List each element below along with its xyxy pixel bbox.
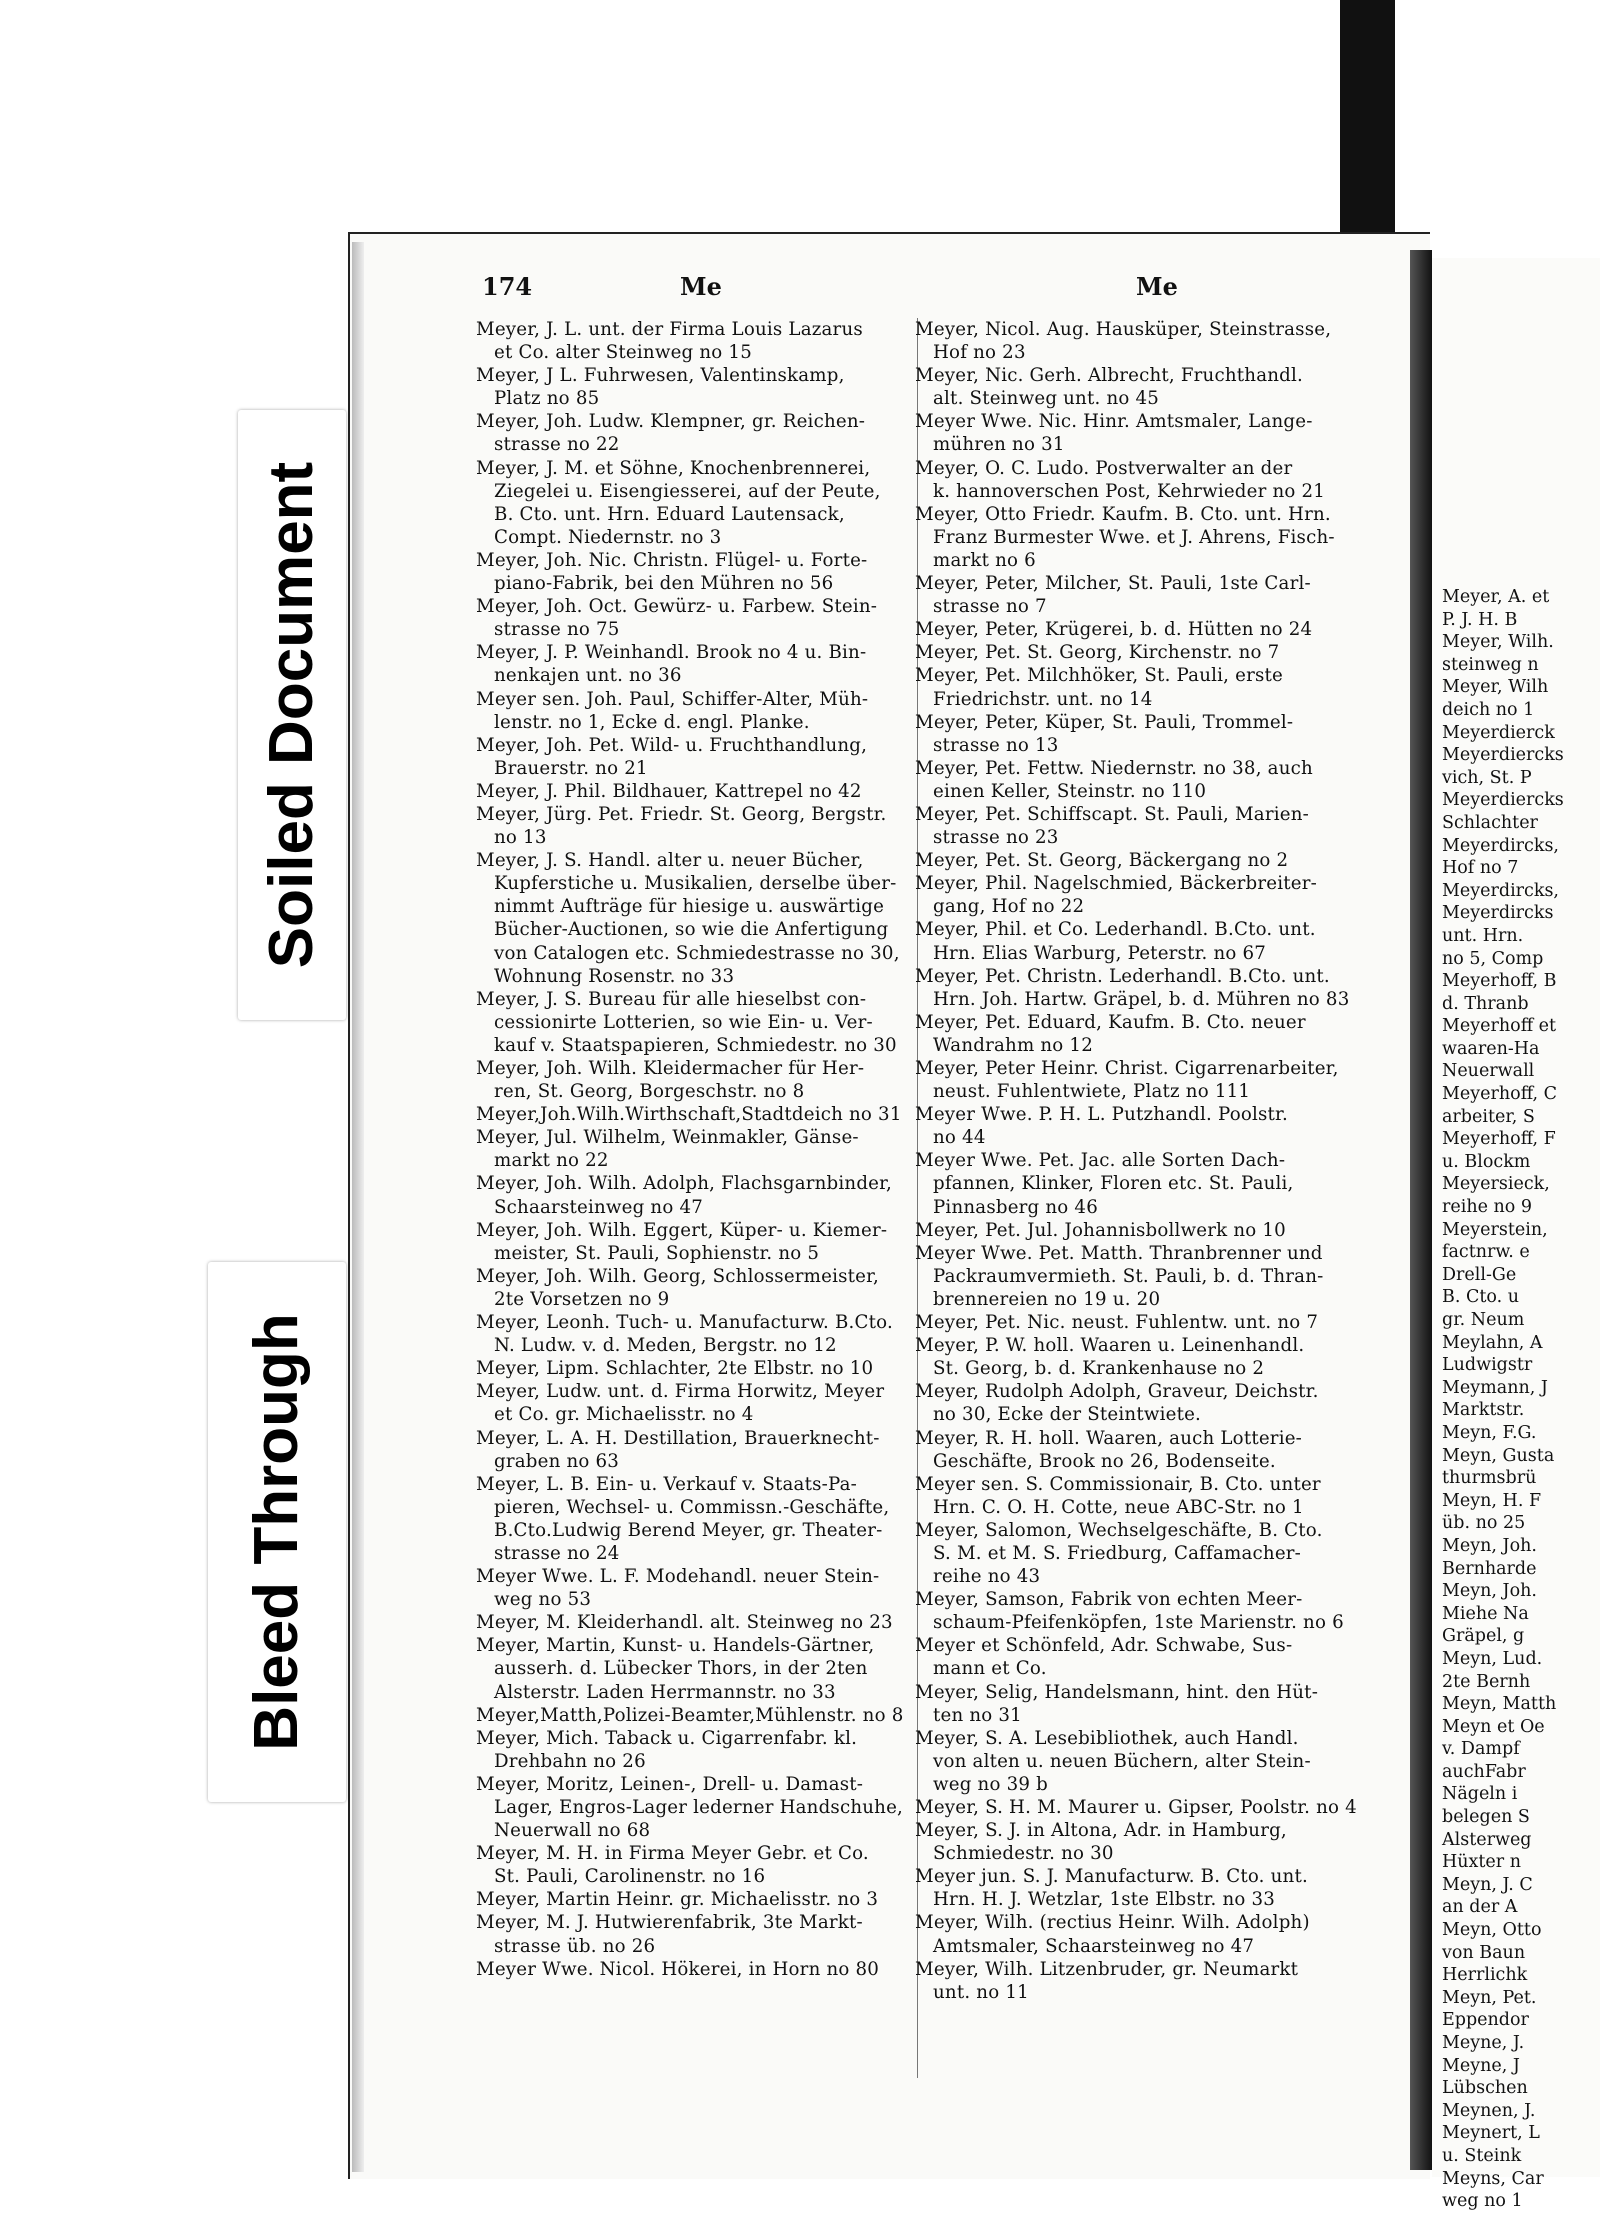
entry-continuation-line: neust. Fuhlentwiete, Platz no 111: [933, 1081, 1251, 1103]
facing-page-text: [1432, 586, 1564, 2213]
directory-entry-line: Meyer, Phil. et Co. Lederhandl. B.Cto. unt.: [915, 919, 1316, 941]
facing-page-line: B. Cto. u: [1442, 1287, 1520, 1308]
directory-entry-line: Meyer, J. P. Weinhandl. Brook no 4 u. Bin-: [476, 642, 867, 664]
entry-continuation-line: Amtsmaler, Schaarsteinweg no 47: [933, 1935, 1255, 1957]
facing-page-line: Meyn, Otto: [1442, 1920, 1542, 1941]
directory-entry-line: Meyer, Mich. Taback u. Cigarrenfabr. kl.: [476, 1727, 858, 1749]
label-bleed-through: Bleed Through: [242, 1313, 311, 1751]
facing-page-line: deich no 1: [1442, 699, 1535, 720]
entry-continuation-line: strasse no 23: [933, 827, 1059, 849]
facing-page-line: an der A: [1442, 1897, 1518, 1918]
facing-page-line: Hüxter n: [1442, 1852, 1521, 1873]
directory-entry-line: Meyer, Joh. Wilh. Adolph, Flachsgarnbinder,: [476, 1173, 893, 1195]
entry-continuation-line: Friedrichstr. unt. no 14: [933, 688, 1153, 710]
entry-continuation-line: mann et Co.: [933, 1658, 1047, 1680]
facing-page-line: Eppendor: [1442, 2010, 1529, 2031]
entry-continuation-line: markt no 22: [494, 1150, 609, 1172]
entry-continuation-line: Geschäfte, Brook no 26, Bodenseite.: [933, 1450, 1276, 1472]
facing-page-line: weg no 1: [1442, 2191, 1523, 2212]
facing-page-line: Meyer, A. et: [1442, 587, 1550, 607]
directory-entry-line: Meyer, J. M. et Söhne, Knochenbrennerei,: [476, 457, 871, 479]
entry-continuation-line: Lager, Engros-Lager lederner Handschuhe,: [494, 1797, 904, 1818]
directory-entry-line: Meyer jun. S. J. Manufacturw. B. Cto. unt.: [915, 1866, 1308, 1888]
directory-entry-line: Meyer, Joh. Oct. Gewürz- u. Farbew. Stein-: [476, 596, 878, 618]
entry-continuation-line: Franz Burmester Wwe. et J. Ahrens, Fisch-: [933, 526, 1335, 548]
facing-page-line: Marktstr.: [1442, 1400, 1525, 1421]
directory-entry-line: Meyer Wwe. Nicol. Hökerei, in Horn no 80: [476, 1958, 880, 1980]
directory-entry-line: Meyer, Martin, Kunst- u. Handels-Gärtner,: [476, 1635, 875, 1657]
facing-page-line: Miehe Na: [1442, 1603, 1529, 1624]
entry-continuation-line: schaum-Pfeifenköpfen, 1ste Marienstr. no 6: [933, 1612, 1344, 1634]
entry-continuation-line: Alsterstr. Laden Herrmannstr. no 33: [494, 1681, 836, 1703]
facing-page-line: Meyerdircks,: [1442, 835, 1559, 856]
entry-continuation-line: mühren no 31: [933, 434, 1065, 456]
entry-continuation-line: no 13: [494, 827, 547, 849]
directory-entry-line: Meyer, Salomon, Wechselgeschäfte, B. Cto.: [915, 1519, 1323, 1541]
directory-entry-line: Meyer, Nicol. Aug. Hausküper, Steinstrasse,: [915, 319, 1332, 340]
label-soiled-document: Soiled Document: [257, 461, 326, 969]
facing-page-line: Meyerhoff et: [1442, 1016, 1557, 1037]
facing-page-line: Meyn, Gusta: [1442, 1445, 1555, 1466]
running-head-left: Me: [680, 272, 722, 301]
directory-entry-line: Meyer, J. S. Handl. alter u. neuer Bücher,: [476, 850, 864, 872]
facing-page-line: Ludwigstr: [1442, 1355, 1533, 1376]
directory-entry-line: Meyer, M. J. Hutwierenfabrik, 3te Markt-: [476, 1912, 863, 1934]
entry-continuation-line: Hrn. Joh. Hartw. Gräpel, b. d. Mühren no 83: [933, 988, 1350, 1010]
facing-page-line: Meyerdircks: [1442, 903, 1554, 924]
facing-page-line: reihe no 9: [1442, 1197, 1533, 1218]
directory-entry-line: Meyer, Peter, Küper, St. Pauli, Trommel-: [915, 711, 1294, 733]
entry-continuation-line: Hrn. C. O. H. Cotte, neue ABC-Str. no 1: [933, 1496, 1304, 1518]
entry-continuation-line: strasse no 22: [494, 434, 620, 456]
facing-page-line: Meyerhoff, F: [1442, 1129, 1556, 1150]
facing-page-line: Meylahn, A: [1442, 1332, 1543, 1353]
directory-entry-line: Meyer, S. A. Lesebibliothek, auch Handl.: [915, 1727, 1299, 1749]
directory-entry-line: Meyer, Pet. Christn. Lederhandl. B.Cto. unt.: [915, 965, 1330, 987]
entry-continuation-line: St. Pauli, Carolinenstr. no 16: [494, 1866, 766, 1888]
entry-continuation-line: no 30, Ecke der Steintwiete.: [933, 1404, 1202, 1426]
directory-entry-line: Meyer, Wilh. (rectius Heinr. Wilh. Adolph): [915, 1912, 1310, 1934]
entry-continuation-line: strasse no 7: [933, 596, 1047, 618]
page-curl-shadow: [352, 242, 364, 2172]
entry-continuation-line: cessionirte Lotterien, so wie Ein- u. Ver-: [494, 1011, 873, 1033]
directory-entry-line: Meyer, Pet. St. Georg, Bäckergang no 2: [915, 850, 1289, 872]
entry-continuation-line: 2te Vorsetzen no 9: [494, 1288, 670, 1310]
label-tab-soiled: [238, 410, 346, 1020]
facing-page-line: Meyerstein,: [1442, 1219, 1548, 1240]
facing-page-line: Meyn, Matth: [1442, 1694, 1557, 1715]
entry-continuation-line: S. M. et M. S. Friedburg, Caffamacher-: [933, 1542, 1302, 1564]
directory-entry-line: Meyer, Pet. Fettw. Niedernstr. no 38, auch: [915, 757, 1313, 779]
entry-continuation-line: nimmt Aufträge für hiesige u. auswärtige: [494, 896, 885, 918]
facing-page-line: Meyn et Oe: [1442, 1716, 1545, 1737]
directory-entry-line: Meyer, S. J. in Altona, Adr. in Hamburg,: [915, 1820, 1287, 1842]
facing-page-line: Meyerdierck: [1442, 722, 1555, 743]
entry-continuation-line: Brauerstr. no 21: [494, 757, 648, 779]
facing-page-line: Alsterweg: [1442, 1829, 1532, 1850]
facing-page-line: Gräpel, g: [1442, 1626, 1525, 1647]
facing-page-line: üb. no 25: [1442, 1513, 1526, 1534]
page-number: 174: [482, 272, 533, 301]
directory-entry-line: Meyer Wwe. L. F. Modehandl. neuer Stein-: [476, 1566, 880, 1588]
facing-page-fragment: [1432, 258, 1600, 2212]
entry-continuation-line: von Catalogen etc. Schmiedestrasse no 30,: [494, 942, 900, 964]
directory-entry-line: Meyer, Rudolph Adolph, Graveur, Deichstr.: [915, 1381, 1319, 1403]
entry-continuation-line: gang, Hof no 22: [933, 896, 1085, 918]
entry-continuation-line: nenkajen unt. no 36: [494, 665, 682, 687]
facing-page-line: Meyn, Lud.: [1442, 1648, 1543, 1669]
label-tab-bleed: [208, 1262, 346, 1802]
entry-continuation-line: ten no 31: [933, 1704, 1022, 1726]
entry-continuation-line: reihe no 43: [933, 1566, 1041, 1588]
facing-page-line: arbeiter, S: [1442, 1106, 1535, 1127]
facing-page-line: Meyn, F.G.: [1442, 1422, 1537, 1443]
directory-entry-line: Meyer, J L. Fuhrwesen, Valentinskamp,: [476, 365, 845, 387]
facing-page-line: Herrlichk: [1442, 1965, 1528, 1986]
directory-entry-line: Meyer, Pet. Eduard, Kaufm. B. Cto. neuer: [915, 1011, 1306, 1033]
directory-entry-line: Meyer, S. H. M. Maurer u. Gipser, Poolstr. no 4: [915, 1797, 1357, 1818]
directory-entry-line: Meyer, Jürg. Pet. Friedr. St. Georg, Bergstr.: [476, 803, 887, 825]
entry-continuation-line: N. Ludw. v. d. Meden, Bergstr. no 12: [494, 1335, 837, 1357]
directory-entry-line: Meyer Wwe. Nic. Hinr. Amtsmaler, Lange-: [915, 411, 1313, 433]
entry-continuation-line: Bücher-Auctionen, so wie die Anfertigung: [494, 919, 889, 941]
facing-page-line: v. Dampf: [1442, 1739, 1520, 1760]
entry-continuation-line: alt. Steinweg unt. no 45: [933, 388, 1160, 410]
entry-continuation-line: Schmiedestr. no 30: [933, 1843, 1114, 1865]
facing-page-line: Neuerwall: [1442, 1061, 1535, 1082]
facing-page-line: no 5, Comp: [1442, 948, 1544, 969]
directory-entry-line: Meyer, J. Phil. Bildhauer, Kattrepel no 42: [476, 780, 862, 802]
directory-entry-line: Meyer, Joh. Nic. Christn. Flügel- u. Forte-: [476, 549, 868, 571]
facing-page-line: 2te Bernh: [1442, 1671, 1531, 1692]
directory-entry-line: Meyer, Pet. St. Georg, Kirchenstr. no 7: [915, 642, 1280, 664]
directory-entry-line: Meyer, Leonh. Tuch- u. Manufacturw. B.Cto.: [476, 1312, 893, 1334]
facing-page-line: u. Blockm: [1442, 1151, 1531, 1172]
directory-entry-line: Meyer sen. S. Commissionair, B. Cto. unter: [915, 1473, 1321, 1495]
facing-page-line: Lübschen: [1442, 2078, 1528, 2099]
running-head-right: Me: [1136, 272, 1178, 301]
directory-entry-line: Meyer, Pet. Jul. Johannisbollwerk no 10: [915, 1219, 1286, 1241]
facing-page-line: Meyn, Pet.: [1442, 1987, 1537, 2008]
directory-entry-line: Meyer, P. W. holl. Waaren u. Leinenhandl.: [915, 1335, 1305, 1357]
facing-page-line: Meyerdircks,: [1442, 880, 1559, 901]
entry-continuation-line: Drehbahn no 26: [494, 1750, 646, 1772]
entry-continuation-line: Packraumvermieth. St. Pauli, b. d. Thran-: [933, 1265, 1324, 1287]
facing-page-line: Meynert, L: [1442, 2123, 1540, 2144]
directory-entry-line: Meyer, Phil. Nagelschmied, Bäckerbreiter-: [915, 873, 1317, 895]
entry-continuation-line: et Co. alter Steinweg no 15: [494, 342, 752, 364]
directory-entry-line: Meyer, L. B. Ein- u. Verkauf v. Staats-Pa-: [476, 1473, 857, 1495]
facing-page-line: vich, St. P: [1442, 767, 1532, 788]
directory-entry-line: Meyer, Peter Heinr. Christ. Cigarrenarbeiter,: [915, 1058, 1339, 1079]
entry-continuation-line: Platz no 85: [494, 388, 600, 410]
book-gutter: [1410, 250, 1432, 2170]
directory-entry-line: Meyer, Joh. Ludw. Klempner, gr. Reichen-: [476, 411, 866, 433]
directory-entry-line: Meyer, M. H. in Firma Meyer Gebr. et Co.: [476, 1843, 869, 1865]
entry-continuation-line: Schaarsteinweg no 47: [494, 1196, 704, 1218]
facing-page-line: Meyne, J.: [1442, 2033, 1525, 2053]
entry-continuation-line: pieren, Wechsel- u. Commissn.-Geschäfte,: [494, 1496, 890, 1518]
facing-page-line: waaren-Ha: [1442, 1038, 1540, 1059]
facing-page-line: unt. Hrn.: [1442, 925, 1524, 946]
entry-continuation-line: Neuerwall no 68: [494, 1820, 651, 1842]
facing-page-line: Meyne, J: [1442, 2055, 1520, 2076]
facing-page-line: Meyn, H. F: [1442, 1490, 1542, 1511]
directory-entry-line: Meyer, R. H. holl. Waaren, auch Lotterie-: [915, 1427, 1303, 1449]
entry-continuation-line: strasse no 24: [494, 1542, 620, 1564]
entry-continuation-line: lenstr. no 1, Ecke d. engl. Planke.: [494, 711, 810, 733]
entry-continuation-line: Compt. Niedernstr. no 3: [494, 526, 722, 548]
facing-page-line: factnrw. e: [1442, 1242, 1530, 1263]
entry-continuation-line: ausserh. d. Lübecker Thors, in der 2ten: [494, 1658, 868, 1680]
entry-continuation-line: B. Cto. unt. Hrn. Eduard Lautensack,: [494, 503, 845, 525]
entry-continuation-line: weg no 53: [494, 1589, 592, 1611]
directory-entry-line: Meyer et Schönfeld, Adr. Schwabe, Sus-: [915, 1635, 1293, 1657]
directory-entry-line: Meyer, Pet. Nic. neust. Fuhlentw. unt. no 7: [915, 1312, 1319, 1334]
directory-entry-line: Meyer, Jul. Wilhelm, Weinmakler, Gänse-: [476, 1127, 859, 1149]
facing-page-line: auchFabr: [1442, 1761, 1526, 1782]
facing-page-line: Meymann, J: [1442, 1377, 1548, 1398]
entry-continuation-line: et Co. gr. Michaelisstr. no 4: [494, 1404, 754, 1426]
facing-page-line: Nägeln i: [1442, 1784, 1518, 1805]
facing-page-line: Meyn, Joh.: [1442, 1535, 1537, 1556]
directory-entry-line: Meyer, Joh. Wilh. Eggert, Küper- u. Kiemer-: [476, 1219, 888, 1241]
entry-continuation-line: pfannen, Klinker, Floren etc. St. Pauli,: [933, 1173, 1294, 1195]
entry-continuation-line: Wandrahm no 12: [933, 1034, 1093, 1056]
directory-entry-line: Meyer, Joh. Wilh. Georg, Schlossermeister,: [476, 1265, 879, 1287]
directory-entry-line: Meyer, Otto Friedr. Kaufm. B. Cto. unt. Hrn.: [915, 503, 1331, 525]
entry-continuation-line: Wohnung Rosenstr. no 33: [494, 965, 735, 987]
facing-page-line: Meyerdiercks: [1442, 745, 1564, 766]
facing-page-line: Meyns, Car: [1442, 2168, 1544, 2189]
facing-page-line: Schlachter: [1442, 812, 1538, 833]
facing-page-line: Meyerhoff, C: [1442, 1084, 1558, 1105]
entry-continuation-line: einen Keller, Steinstr. no 110: [933, 780, 1207, 802]
directory-entry-line: Meyer Wwe. Pet. Jac. alle Sorten Dach-: [915, 1150, 1286, 1172]
facing-page-line: Meyer, Wilh.: [1442, 632, 1554, 653]
directory-entry-line: Meyer Wwe. P. H. L. Putzhandl. Poolstr.: [915, 1104, 1288, 1126]
facing-page-line: belegen S: [1442, 1807, 1530, 1828]
entry-continuation-line: strasse no 13: [933, 734, 1059, 756]
facing-page-line: gr. Neum: [1442, 1310, 1525, 1330]
facing-page-line: von Baun: [1442, 1942, 1526, 1963]
directory-entry-line: Meyer, Selig, Handelsmann, hint. den Hüt-: [915, 1681, 1319, 1703]
directory-entry-line: Meyer, Martin Heinr. gr. Michaelisstr. no 3: [476, 1889, 879, 1911]
directory-entry-line: Meyer,Joh.Wilh.Wirthschaft,Stadtdeich no 31: [476, 1104, 902, 1126]
entry-continuation-line: kauf v. Staatspapieren, Schmiedestr. no 30: [494, 1034, 897, 1056]
facing-page-line: Drell-Ge: [1442, 1264, 1517, 1285]
entry-continuation-line: Kupferstiche u. Musikalien, derselbe über-: [494, 873, 897, 895]
directory-entry-line: Meyer, Pet. Schiffscapt. St. Pauli, Marien-: [915, 803, 1309, 825]
directory-entry-line: Meyer Wwe. Pet. Matth. Thranbrenner und: [915, 1242, 1323, 1264]
entry-continuation-line: von alten u. neuen Büchern, alter Stein-: [933, 1750, 1311, 1772]
directory-entry-line: Meyer, Peter, Milcher, St. Pauli, 1ste Carl-: [915, 573, 1311, 595]
directory-entry-line: Meyer, Nic. Gerh. Albrecht, Fruchthandl.: [915, 365, 1303, 387]
directory-entry-line: Meyer,Matth,Polizei-Beamter,Mühlenstr. no 8: [476, 1704, 904, 1726]
entry-continuation-line: Hof no 23: [933, 342, 1026, 364]
directory-column-left: [476, 318, 916, 1981]
entry-continuation-line: Hrn. H. J. Wetzlar, 1ste Elbstr. no 33: [933, 1889, 1276, 1911]
entry-continuation-line: markt no 6: [933, 549, 1036, 571]
directory-entry-line: Meyer, Joh. Wilh. Kleidermacher für Her-: [476, 1058, 865, 1079]
entry-continuation-line: brennereien no 19 u. 20: [933, 1288, 1161, 1310]
entry-continuation-line: meister, St. Pauli, Sophienstr. no 5: [494, 1242, 820, 1264]
entry-continuation-line: St. Georg, b. d. Krankenhause no 2: [933, 1358, 1265, 1380]
directory-entry-line: Meyer, Pet. Milchhöker, St. Pauli, erste: [915, 665, 1283, 687]
directory-entry-line: Meyer, M. Kleiderhandl. alt. Steinweg no 23: [476, 1612, 893, 1634]
facing-page-line: Bernharde: [1442, 1558, 1537, 1579]
directory-entry-line: Meyer, Samson, Fabrik von echten Meer-: [915, 1589, 1303, 1611]
facing-page-line: steinweg n: [1442, 654, 1539, 675]
facing-page-line: Meyn, Joh.: [1442, 1581, 1537, 1602]
directory-entry-line: Meyer, Wilh. Litzenbruder, gr. Neumarkt: [915, 1958, 1299, 1980]
entry-continuation-line: unt. no 11: [933, 1981, 1029, 2003]
directory-entry-line: Meyer, O. C. Ludo. Postverwalter an der: [915, 457, 1293, 479]
facing-page-line: P. J. H. B: [1442, 609, 1518, 630]
entry-continuation-line: graben no 63: [494, 1450, 620, 1472]
facing-page-line: Meynen, J.: [1442, 2100, 1536, 2121]
entry-continuation-line: B.Cto.Ludwig Berend Meyer, gr. Theater-: [494, 1519, 883, 1541]
facing-page-line: Meyerdiercks: [1442, 790, 1564, 811]
directory-entry-line: Meyer sen. Joh. Paul, Schiffer-Alter, Müh-: [476, 688, 869, 710]
entry-continuation-line: k. hannoverschen Post, Kehrwieder no 21: [933, 480, 1326, 502]
entry-continuation-line: weg no 39 b: [933, 1773, 1048, 1795]
entry-continuation-line: ren, St. Georg, Borgeschstr. no 8: [494, 1081, 805, 1103]
directory-entry-line: Meyer, Lipm. Schlachter, 2te Elbstr. no 10: [476, 1358, 874, 1380]
entry-continuation-line: Pinnasberg no 46: [933, 1196, 1098, 1218]
directory-entry-line: Meyer, Moritz, Leinen-, Drell- u. Damast-: [476, 1773, 864, 1795]
directory-entry-line: Meyer, Ludw. unt. d. Firma Horwitz, Meyer: [476, 1381, 885, 1403]
directory-entry-line: Meyer, L. A. H. Destillation, Brauerknecht-: [476, 1427, 880, 1449]
entry-continuation-line: Hrn. Elias Warburg, Peterstr. no 67: [933, 942, 1267, 964]
directory-entry-line: Meyer, J. L. unt. der Firma Louis Lazarus: [476, 319, 863, 340]
facing-page-line: d. Thranb: [1442, 993, 1529, 1014]
entry-continuation-line: piano-Fabrik, bei den Mühren no 56: [494, 573, 834, 595]
entry-continuation-line: Ziegelei u. Eisengiesserei, auf der Peute,: [494, 480, 881, 502]
directory-entry-line: Meyer, Joh. Pet. Wild- u. Fruchthandlung,: [476, 734, 868, 756]
facing-page-line: Meyn, J. C: [1442, 1874, 1533, 1895]
facing-page-line: Meyersieck,: [1442, 1174, 1550, 1195]
directory-entry-line: Meyer, Peter, Krügerei, b. d. Hütten no 24: [915, 619, 1313, 641]
facing-page-line: thurmsbrü: [1442, 1468, 1537, 1489]
entry-continuation-line: strasse no 75: [494, 619, 620, 641]
entry-continuation-line: strasse üb. no 26: [494, 1935, 656, 1957]
entry-continuation-line: no 44: [933, 1127, 986, 1149]
directory-entry-line: Meyer, J. S. Bureau für alle hieselbst con-: [476, 988, 867, 1010]
facing-page-line: Meyerhoff, B: [1442, 971, 1557, 992]
facing-page-line: u. Steink: [1442, 2145, 1522, 2166]
facing-page-line: Hof no 7: [1442, 858, 1519, 879]
directory-column-right: [915, 318, 1385, 2004]
facing-page-line: Meyer, Wilh: [1442, 677, 1549, 698]
